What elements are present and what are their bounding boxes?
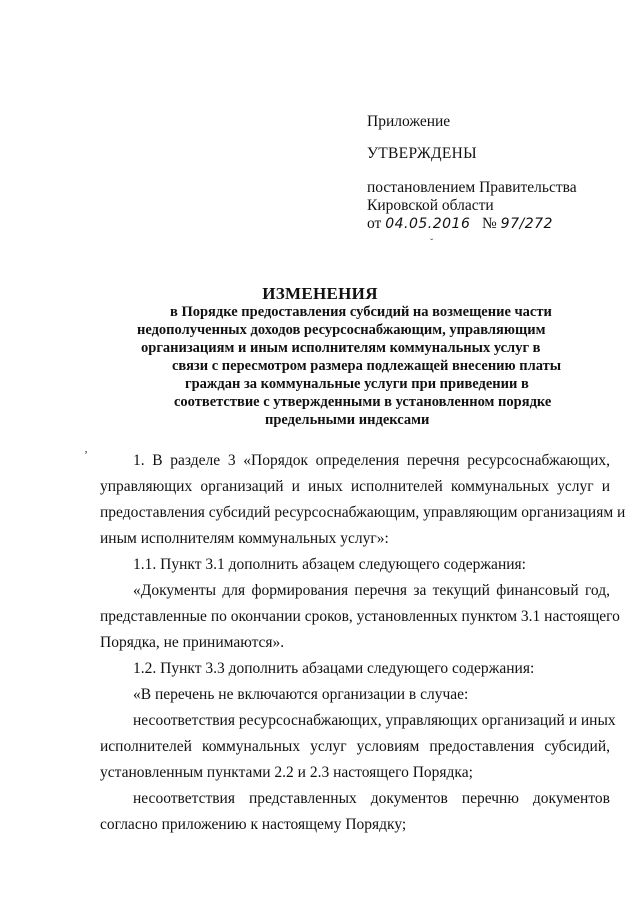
body-line: согласно приложению к настоящему Порядку; (100, 816, 407, 833)
title-line: соответствие с утвержденными в установленном порядке (174, 394, 552, 410)
region-text: Кировской области (367, 197, 494, 214)
body-line: предоставления субсидий ресурсоснабжающим, управляющим организациям и (100, 504, 626, 521)
body-line: иным исполнителям коммунальных услуг»: (100, 530, 389, 547)
body-line: 1.1. Пункт 3.1 дополнить абзацем следующего содержания: (133, 556, 526, 573)
body-line: несоответствия ресурсоснабжающих, управляющих организаций и иных (133, 712, 616, 729)
body-line: 1. В разделе 3 «Порядок определения перечня ресурсоснабжающих, (133, 452, 610, 469)
scan-mark: ‚ (84, 441, 88, 455)
body-line: управляющих организаций и иных исполнителей коммунальных услуг и (100, 478, 610, 495)
body-line: исполнителей коммунальных услуг условиям предоставления субсидий, (100, 738, 610, 755)
appendix-label: Приложение (367, 113, 451, 130)
approved-label: УТВЕРЖДЕНЫ (367, 145, 477, 162)
body-line: несоответствия представленных документов перечню документов (133, 790, 610, 807)
body-line: установленным пунктами 2.2 и 2.3 настоящего Порядка; (100, 764, 473, 781)
title-line: граждан за коммунальные услуги при приведении в (185, 376, 529, 392)
document-title: ИЗМЕНЕНИЯ (262, 284, 378, 303)
number-sign: № (482, 215, 497, 232)
date-prefix: от (367, 215, 382, 232)
handwritten-number: 97/272 (500, 216, 553, 232)
title-line: в Порядке предоставления субсидий на возмещение части (170, 304, 552, 320)
body-line: «Документы для формирования перечня за текущий финансовый год, (133, 582, 610, 599)
decree-text: постановлением Правительства (367, 179, 577, 196)
title-line: предельными индексами (265, 412, 430, 428)
title-line: организациям и иным исполнителям коммунальных услуг в (141, 340, 541, 356)
handwritten-date: 04.05.2016 (385, 216, 471, 232)
body-line: представленные по окончании сроков, установленных пунктом 3.1 настоящего (100, 608, 620, 625)
decree-date-number (367, 215, 553, 233)
title-line: недополученных доходов ресурсоснабжающим, управляющим (137, 322, 546, 338)
body-line: Порядка, не принимаются». (100, 634, 285, 651)
title-line: связи с пересмотром размера подлежащей внесению платы (172, 358, 562, 374)
body-line: «В перечень не включаются организации в случае: (133, 686, 469, 703)
scan-mark: ˇ (430, 238, 434, 249)
body-line: 1.2. Пункт 3.3 дополнить абзацами следующего содержания: (133, 660, 535, 677)
